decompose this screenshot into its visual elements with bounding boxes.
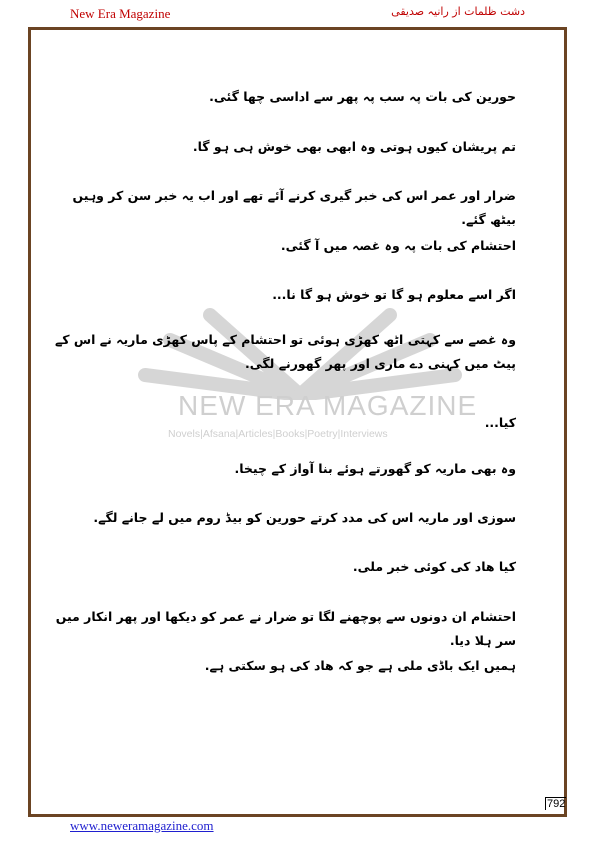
paragraph: ضرار اور عمر اس کی خبر گیری کرنے آئے تھے اور اب یہ خبر سن کر وہیں بیٹھ گئے.: [72, 188, 516, 227]
story-title: دشت ظلمات از رانیہ صدیقی: [391, 5, 525, 18]
paragraph: احتشام کی بات پہ وہ غصہ میں آ گئی.: [280, 238, 516, 253]
paragraph: ہمیں ایک باڈی ملی ہے جو کہ ھاد کی ہو سکتی ہے.: [204, 658, 516, 673]
paragraph: اگر اسے معلوم ہو گا تو خوش ہو گا نا...: [272, 287, 516, 302]
magazine-title: New Era Magazine: [70, 6, 171, 21]
paragraph: کیا ھاد کی کوئی خبر ملی.: [352, 559, 516, 574]
watermark-brand: NEW ERA MAGAZINE: [178, 390, 478, 421]
paragraph: حورین کی بات پہ سب پہ پھر سے اداسی چھا گئی.: [209, 89, 516, 104]
footer-website-link[interactable]: www.neweramagazine.com: [70, 818, 214, 833]
page-number: 792: [547, 798, 566, 810]
page-header: [0, 0, 595, 28]
paragraph: وہ بھی ماریہ کو گھورتے ہوئے بنا آواز کے چیخا.: [234, 461, 516, 476]
paragraph: کیا...: [484, 415, 516, 430]
watermark-subtitle: Novels|Afsana|Articles|Books|Poetry|Interviews: [168, 428, 388, 440]
paragraph: احتشام ان دونوں سے پوچھنے لگا تو ضرار نے عمر کو دیکھا اور پھر انکار میں سر ہلا دیا.: [55, 609, 516, 648]
paragraph: وہ غصے سے کہتی اٹھ کھڑی ہوئی تو احتشام کے پاس کھڑی ماریہ نے اس کے پیٹ میں کہنی دے ماری اور پھر گھورنے لگی.: [54, 332, 516, 371]
paragraph: سوزی اور ماریہ اس کی مدد کرتے حورین کو بیڈ روم میں لے جانے لگے.: [93, 510, 516, 525]
watermark: [110, 300, 490, 460]
paragraph: تم پریشان کیوں ہوتی وہ ابھی بھی خوش ہی ہو گا.: [192, 139, 516, 154]
